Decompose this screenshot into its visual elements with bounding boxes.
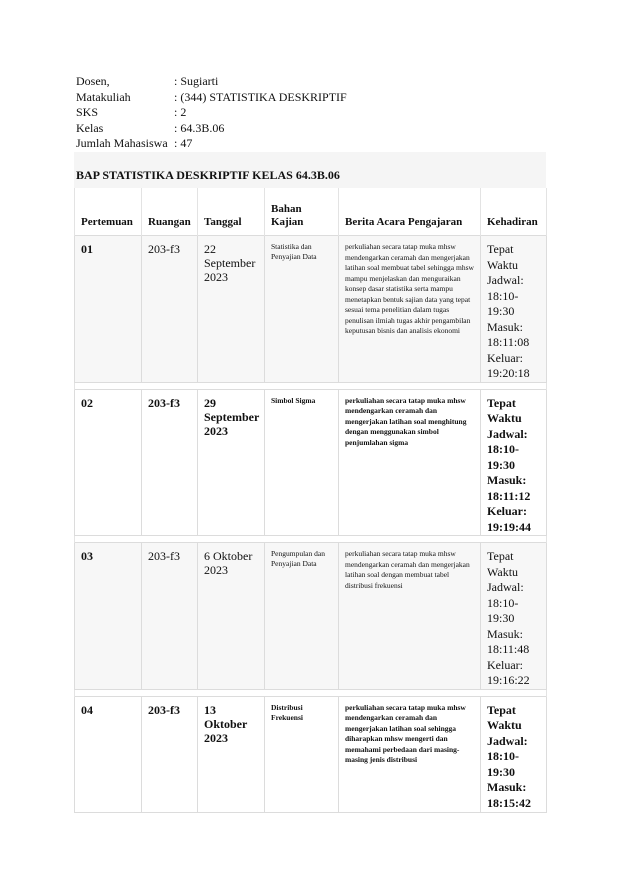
table-row xyxy=(75,236,547,383)
cell-kehadiran: Tepat Waktu Jadwal: 18:10-19:30 Masuk: 18:11:48 Keluar: 19:16:22 xyxy=(481,543,547,690)
cell-berita-acara: perkuliahan secara tatap muka mhsw mendengarkan ceramah dan mengerjakan latihan soal membuat tabel sehingga mhsw mampu menjelaskan dan menguraikan konsep dasar statistika serta mampu menetapkan bentuk sajian data yang tepat sesuai tema penelitian dalam tugas penulisan ilmiah tugas akhir pengambilan keputusan bisnis dan analisis ekonomi xyxy=(339,236,481,383)
cell-bahan-kajian: Pengumpulan dan Penyajian Data xyxy=(265,543,339,690)
cell-ruangan: 203-f3 xyxy=(142,389,198,536)
info-row-dosen xyxy=(76,74,347,90)
col-header-tanggal: Tanggal xyxy=(198,188,265,236)
cell-ruangan: 203-f3 xyxy=(142,236,198,383)
col-header-ruangan: Ruangan xyxy=(142,188,198,236)
cell-ruangan: 203-f3 xyxy=(142,543,198,690)
col-header-bahan-kajian: Bahan Kajian xyxy=(265,188,339,236)
info-value: : (344) STATISTIKA DESKRIPTIF xyxy=(174,89,347,104)
info-row-sks xyxy=(76,105,347,121)
cell-tanggal: 29 September 2023 xyxy=(198,389,265,536)
cell-berita-acara: perkuliahan secara tatap muka mhsw mendengarkan ceramah dan mengerjakan latihan soal menghitung dengan menggunakan simbol penjumlahan sigma xyxy=(339,389,481,536)
cell-pertemuan: 02 xyxy=(75,389,142,536)
table-header-row xyxy=(75,188,547,236)
info-row-kelas xyxy=(76,121,347,137)
cell-kehadiran: Tepat Waktu Jadwal: 18:10-19:30 Masuk: 18:11:08 Keluar: 19:20:18 xyxy=(481,236,547,383)
info-label: Matakuliah xyxy=(76,89,131,104)
col-header-kehadiran: Kehadiran xyxy=(481,188,547,236)
cell-kehadiran: Tepat Waktu Jadwal: 18:10-19:30 Masuk: 18:11:12 Keluar: 19:19:44 xyxy=(481,389,547,536)
table-row xyxy=(75,389,547,536)
cell-tanggal: 22 September 2023 xyxy=(198,236,265,383)
info-value: : 47 xyxy=(174,136,193,150)
col-header-pertemuan: Pertemuan xyxy=(75,188,142,236)
cell-ruangan: 203-f3 xyxy=(142,696,198,812)
col-header-berita-acara: Berita Acara Pengajaran xyxy=(339,188,481,236)
cell-pertemuan: 03 xyxy=(75,543,142,690)
cell-berita-acara: perkuliahan secara tatap muka mhsw mendengarkan ceramah dan mengerjakan latihan soal sehingga diharapkan mhsw mengerti dan memahami perbedaan dari masing-masing jenis distribusi xyxy=(339,696,481,812)
cell-bahan-kajian: Distribusi Frekuensi xyxy=(265,696,339,812)
page-title: BAP STATISTIKA DESKRIPTIF KELAS 64.3B.06 xyxy=(76,168,340,182)
info-row-jumlah xyxy=(76,136,347,152)
cell-pertemuan: 04 xyxy=(75,696,142,812)
cell-tanggal: 13 Oktober 2023 xyxy=(198,696,265,812)
table-row xyxy=(75,696,547,812)
course-info xyxy=(76,74,347,152)
info-value: : Sugiarti xyxy=(174,74,219,88)
cell-berita-acara: perkuliahan secara tatap muka mhsw mendengarkan ceramah dan mengerjakan latihan soal dengan membuat tabel distribusi frekuensi xyxy=(339,543,481,690)
info-row-matakuliah xyxy=(76,90,347,106)
cell-tanggal: 6 Oktober 2023 xyxy=(198,543,265,690)
cell-bahan-kajian: Simbol Sigma xyxy=(265,389,339,536)
info-value: : 64.3B.06 xyxy=(174,120,225,135)
attendance-table xyxy=(74,188,547,813)
info-label: SKS xyxy=(76,105,99,119)
info-value: : 2 xyxy=(174,105,187,119)
info-label: Kelas xyxy=(76,120,104,135)
info-label: Dosen, xyxy=(76,74,110,88)
cell-bahan-kajian: Statistika dan Penyajian Data xyxy=(265,236,339,383)
info-label: Jumlah Mahasiswa xyxy=(76,136,168,150)
table-row xyxy=(75,543,547,690)
cell-pertemuan: 01 xyxy=(75,236,142,383)
cell-kehadiran: Tepat Waktu Jadwal: 18:10-19:30 Masuk: 18:15:42 xyxy=(481,696,547,812)
